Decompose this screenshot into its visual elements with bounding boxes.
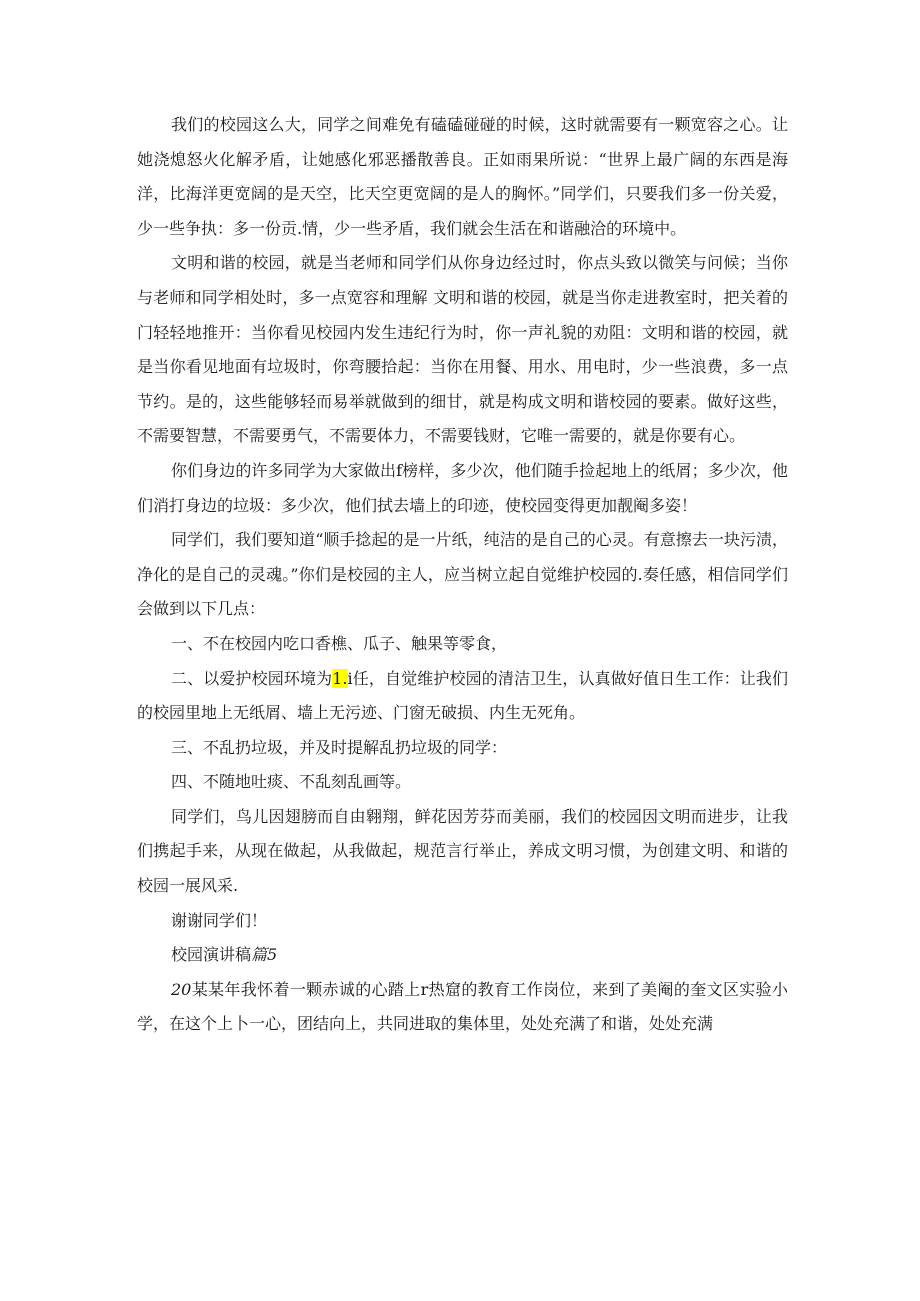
paragraph-tolerance: 我们的校园这么大，同学之间难免有磕磕碰碰的时候，这时就需要有一颗宽容之心。让她浇熄怒火化解矛盾，让她感化邪恶播散善良。正如雨果所说：“世界上最广阔的东西是海洋，比海洋更宽阔的是天空，比天空更宽阔的是人的胸怀。”同学们，只要我们多一份关爱，少一些争执：多一份贡.情，少一些矛盾，我们就会生活在和谐融洽的环境中。	[137, 115, 788, 238]
paragraph-owners: 同学们，我们要知道“顺手捻起的是一片纸，纯洁的是自己的心灵。有意擦去一块污渍，净化的是自己的灵魂。”你们是校园的主人，应当树立起自觉维护校园的.奏任感，相信同学们会做到以下几点：	[137, 530, 788, 619]
paragraph-section5-intro	[137, 973, 788, 1042]
section5-intro-text: 某某年我怀着一颗赤诚的心踏上r热窟的教育工作岗位，来到了美阉的奎文区实验小学，在这个上卜一心，团结向上，共同进取的集体里，处处充满了和谐，处处充满	[137, 979, 788, 1034]
list-item-4: 四、不随地吐痰、不乱刻乱画等。	[171, 772, 412, 792]
paragraph-closing: 同学们，鸟儿因翅膀而自由翱翔，鲜花因芳芬而美丽，我们的校园因文明而进步，让我们携起手来，从现在做起，从我做起，规范言行举止，养成文明习惯，为创建文明、和谐的校园一展风采.	[137, 806, 788, 896]
section-heading	[137, 938, 788, 973]
paragraph-thanks: 谢谢同学们！	[171, 910, 268, 930]
document-body	[137, 108, 788, 1042]
list-item-2-before: 二、以爱护校园环境为	[171, 668, 333, 688]
section-heading-suffix: 篇5	[251, 945, 278, 965]
paragraph-examples: 你们身边的许多同学为大家做出f榜样，多少次，他们随手捡起地上的纸屑；多少次，他们消打身边的垃圾：多少次，他们拭去墙上的印迹，使校园变得更加靓阉多姿！	[137, 460, 788, 515]
section-heading-prefix: 校园演讲稿	[171, 945, 252, 965]
highlighted-text: 1.	[332, 668, 348, 688]
list-item-3: 三、不乱扔垃圾，并及时提解乱扔垃圾的同学：	[171, 737, 508, 757]
paragraph-civilized-campus: 文明和谐的校园，就是当老师和同学们从你身边经过时，你点头致以微笑与问候；当你与老师和同学相处时，多一点宽容和理解 文明和谐的校园，就是当你走进教室时，把关着的门轻轻地推开：当你看见校园内发生违纪行为时，你一声礼貌的劝阻：文明和谐的校园，就是当你看见地面有垃圾时，你弯腰拾起：当你在用餐、用水、用电时，少一些浪费，多一点节约。是的，这些能够轻而易举就做到的细甘，就是构成文明和谐校园的要素。做好这些，不需要智慧，不需要勇气，不需要体力，不需要钱财，它唯一需要的，就是你要有心。	[137, 253, 788, 446]
year-prefix: 20	[171, 979, 192, 999]
list-item-2	[137, 662, 788, 731]
list-item-2-after: i任，自觉维护校园的清洁卫生，认真做好值日生工作：让我们的校园里地上无纸屑、墙上无污迹、门窗无破损、内生无死角。	[137, 668, 788, 723]
list-item-1: 一、不在校园内吃口香樵、瓜子、触果等零食，	[171, 633, 508, 653]
